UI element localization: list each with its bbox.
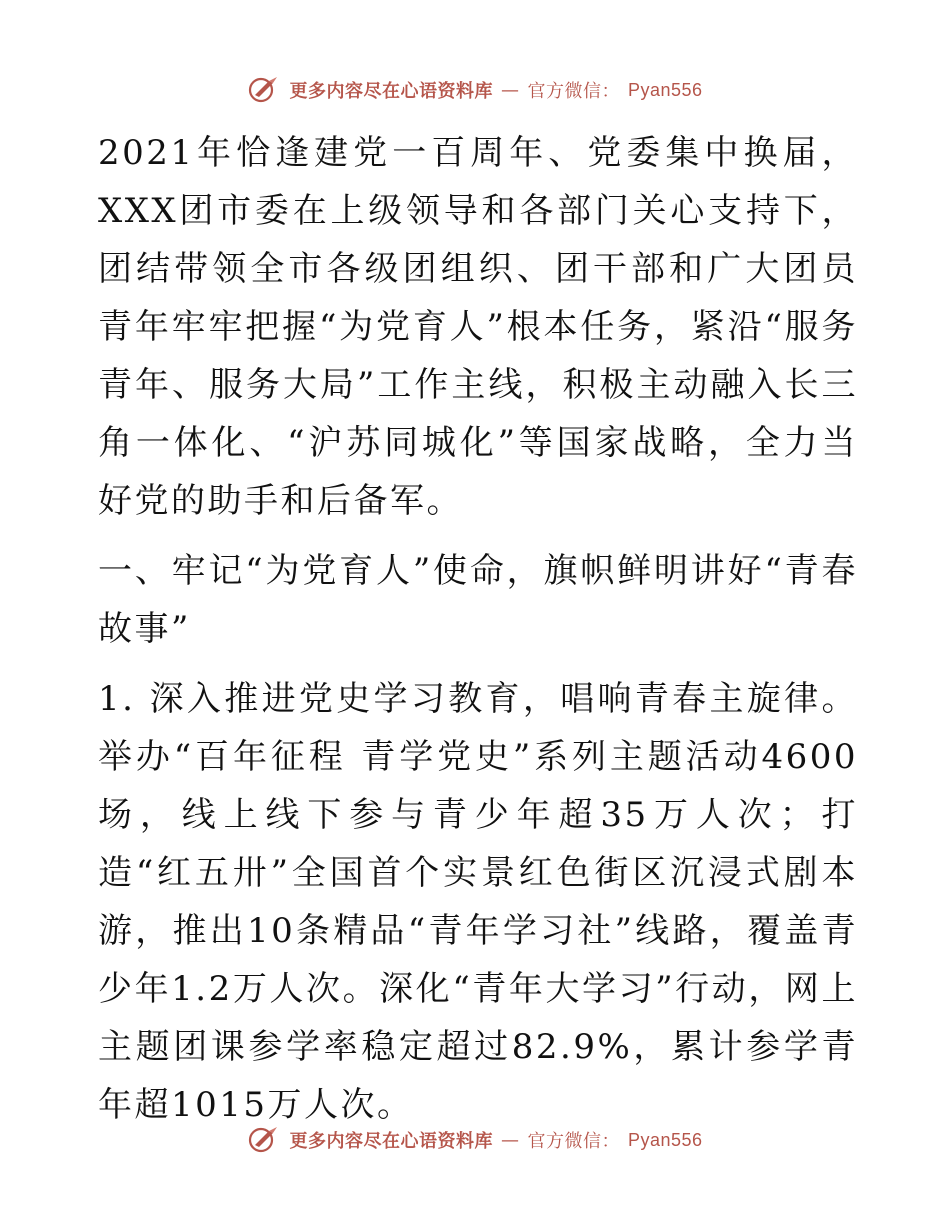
- header-watermark: [0, 70, 950, 110]
- watermark-dash: —: [500, 79, 520, 101]
- watermark-contact-label: 官方微信：: [527, 81, 620, 102]
- item-paragraph: 1. 深入推进党史学习教育，唱响青春主旋律。举办“百年征程 青学党史”系列主题活动4600场，线上线下参与青少年超35万人次；打造“红五卅”全国首个实景红色街区沉浸式剧本游，推出10条精品“青年学习社”线路，覆盖青少年1.2万人次。深化“青年大学习”行动，网上主题团课参学率稳定超过82.9%，累计参学青年超1015万人次。: [98, 679, 858, 1125]
- document-body: [98, 124, 858, 1134]
- watermark-brand-text: 更多内容尽在心语资料库: [289, 1131, 493, 1152]
- quill-seal-icon: [247, 1125, 281, 1155]
- intro-paragraph: 2021年恰逢建党一百周年、党委集中换届，XXX团市委在上级领导和各部门关心支持下，团结带领全市各级团组织、团干部和广大团员青年牢牢把握“为党育人”根本任务，紧沿“服务青年、服务大局”工作主线，积极主动融入长三角一体化、“沪苏同城化”等国家战略，全力当好党的助手和后备军。: [98, 133, 858, 521]
- watermark-contact-label: 官方微信：: [527, 1131, 620, 1152]
- section-heading: 一、牢记“为党育人”使命，旗帜鲜明讲好“青春故事”: [98, 551, 858, 649]
- watermark-dash: —: [500, 1129, 520, 1151]
- quill-seal-icon: [247, 75, 281, 105]
- watermark-contact-id: Pyan556: [627, 79, 703, 100]
- footer-watermark: [0, 1120, 950, 1160]
- watermark-brand-text: 更多内容尽在心语资料库: [289, 81, 493, 102]
- watermark-contact-id: Pyan556: [627, 1129, 703, 1150]
